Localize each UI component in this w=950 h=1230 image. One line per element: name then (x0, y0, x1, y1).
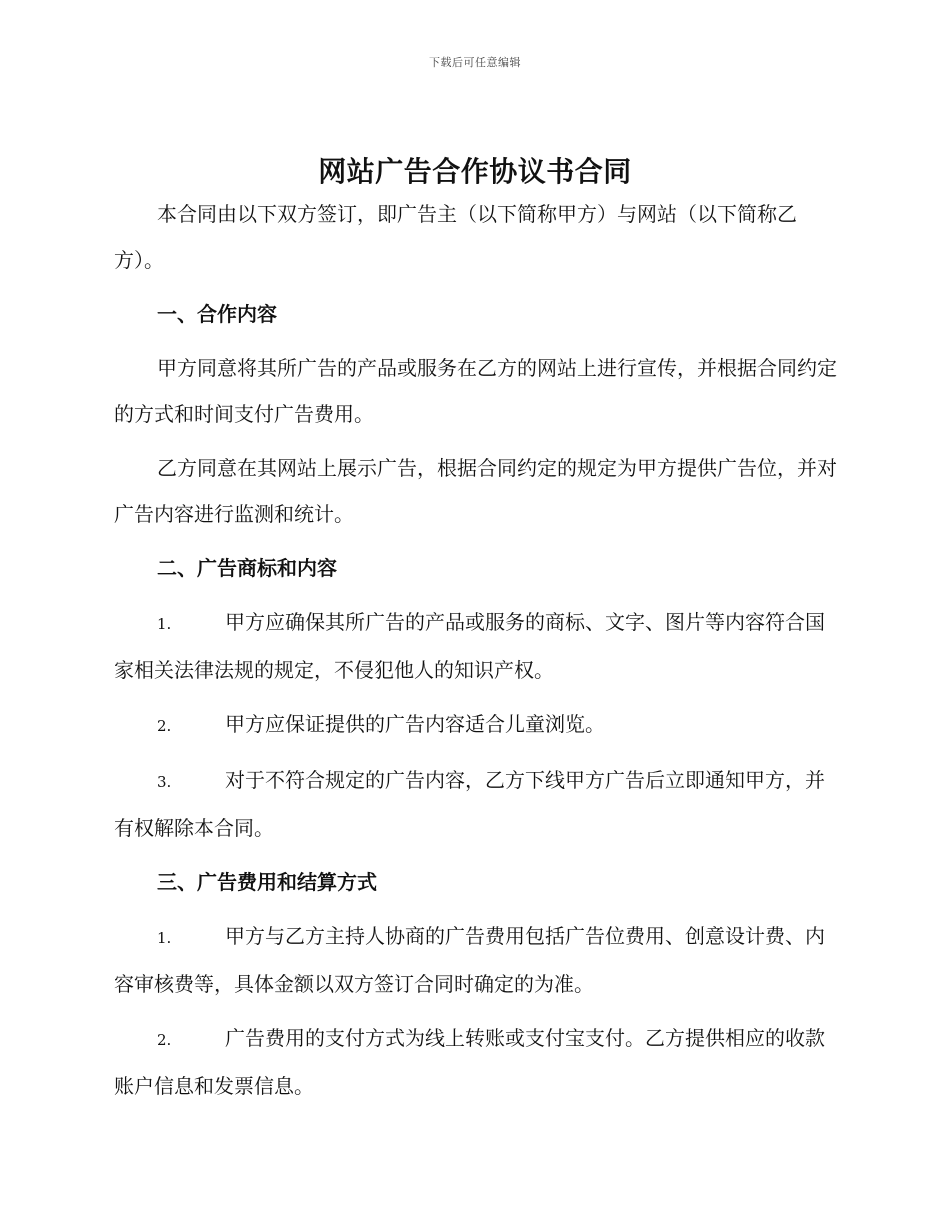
list-item-text: 甲方应保证提供的广告内容适合儿童浏览。 (225, 712, 605, 736)
document-body (114, 191, 838, 1117)
list-item (114, 757, 838, 851)
list-item (114, 1015, 838, 1109)
section-heading-cooperation: 一、合作内容 (157, 302, 277, 326)
section-heading-fees: 三、广告费用和结算方式 (157, 870, 377, 894)
list-item (114, 701, 838, 749)
cooperation-paragraph-party-a: 甲方同意将其所广告的产品或服务在乙方的网站上进行宣传，并根据合同约定的方式和时间支付广告费用。 (114, 356, 837, 426)
list-item-number: 1. (157, 929, 172, 947)
cooperation-paragraph-party-b: 乙方同意在其网站上展示广告，根据合同约定的规定为甲方提供广告位，并对广告内容进行监测和统计。 (114, 456, 837, 526)
document-title: 网站广告合作协议书合同 (318, 155, 632, 188)
list-item (114, 913, 838, 1007)
page-header-note: 下载后可任意编辑 (429, 56, 521, 69)
list-item-text: 广告费用的支付方式为线上转账或支付宝支付。乙方提供相应的收款账户信息和发票信息。 (114, 1026, 825, 1098)
list-item-number: 2. (157, 1031, 172, 1049)
list-item (114, 599, 838, 693)
list-item-number: 1. (157, 615, 172, 633)
list-item-text: 甲方应确保其所广告的产品或服务的商标、文字、图片等内容符合国家相关法律法规的规定，不侵犯他人的知识产权。 (114, 610, 825, 682)
intro-paragraph: 本合同由以下双方签订，即广告主（以下简称甲方）与网站（以下简称乙方）。 (114, 202, 797, 272)
section-heading-trademark: 二、广告商标和内容 (157, 556, 337, 580)
list-item-text: 甲方与乙方主持人协商的广告费用包括广告位费用、创意设计费、内容审核费等，具体金额以双方签订合同时确定的为准。 (114, 924, 825, 996)
list-item-text: 对于不符合规定的广告内容，乙方下线甲方广告后立即通知甲方，并有权解除本合同。 (114, 768, 825, 840)
list-item-number: 2. (157, 717, 172, 735)
list-item-number: 3. (157, 773, 172, 791)
